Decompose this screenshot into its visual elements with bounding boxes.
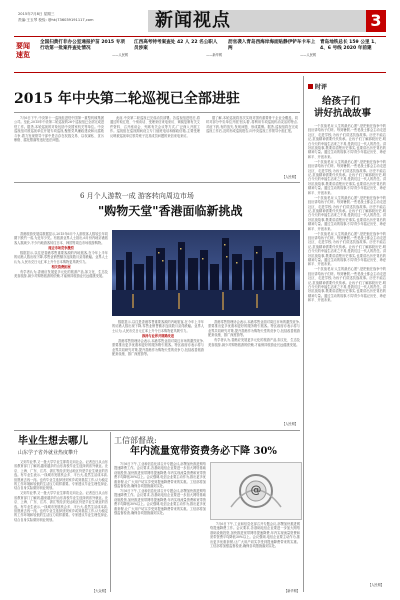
column-divider — [110, 432, 111, 592]
sidebar-paragraph: 一个抗战老兵'人生的最后心愿'',是把他在战争中的经历讲给孩子们听。每到暑假,一些老战士都会主动走进社区、走进学校,为孩子们讲述抗战故事。历史不能忘记,抗战精神需要代代传承。让孩子们了解那段历史,明白今天的幸福生活来之不易,是我们这一代人的责任。讲好抗战故事,既要讲清楚历史事实,也要讲出历史背后的精神力量。通过生动的故事,引导青少年铭记历史、珍爱和平、开创未来。 — [308, 267, 386, 303]
brief-item-source: ——新华网 — [206, 53, 222, 58]
illustration-badge: @ — [250, 483, 262, 496]
sidebar-divider — [303, 76, 304, 592]
top-rule — [14, 36, 386, 37]
finance-paragraph: 7月6日下午,工业和信息化部召开专题会议,部署加快推进网络提速降费工作。会议要求,各基础电信企业要进一步加大网络基础设施投资,加快推进宽带网络提速降费,年内实现流量资费和宽带资费平均降低30%以上。会议强调,电信企业要主动作为,推出更多优惠套餐,让广大用户切实享受到提速降费带来的实惠。工信部将加强监督检查,确保各项措施落到实处。 — [210, 522, 300, 549]
brief-label-top: 要闻 — [16, 42, 30, 50]
section-rule — [14, 430, 300, 431]
finance-source: 【新华网】 — [284, 589, 300, 593]
finance-col-left — [114, 462, 206, 588]
page-title: 新闻视点 — [155, 10, 231, 31]
brief-item-title: 沥官袭入青岛西海岸海面贴静伊铲车卡车上两 — [228, 40, 316, 52]
sidebar-headline — [314, 96, 384, 120]
grad-subhead: 山东学子省外就业热度攀升 — [18, 450, 79, 456]
hk-col-left — [14, 232, 108, 428]
brief-bottom-rule — [14, 72, 386, 73]
main-headline: 2015 年中央第二轮巡视已全部进驻 — [14, 91, 240, 107]
date-line: 2015年7月8日 星期三 — [18, 12, 55, 16]
brief-item[interactable] — [228, 40, 316, 57]
finance-paragraph: 7月6日下午,工业和信息化部召开专题会议,部署加快推进网络提速降费工作。会议要求,各基础电信企业要进一步加大网络基础设施投资,加快推进宽带网络提速降费,年内实现流量资费和宽带资费平均降低30%以上。会议强调,电信企业要主动作为,推出更多优惠套餐,让广大用户切实享受到提速降费带来的实惠。工信部将加强监督检查,确保各项措施落到实处。 — [114, 489, 206, 516]
section-rule — [14, 182, 300, 183]
finance-col-right — [210, 522, 300, 588]
main-paragraph: 7月6日下午,中央第十一巡视组进驻中国第一重型机械集团公司。至此,2015年中央第二轮巡视的26个巡视组已全部完成进驻工作。据悉,本轮巡视的对象包括中央国家机关等单位。中央巡视组对被巡视单位开展专项巡视,聚焦党风廉政建设和反腐败斗争,着力发现领导干部中是否存在权钱交易、以权谋私、贪污贿赂、腐化堕落等违纪违法问题。 — [14, 116, 104, 143]
brief-item[interactable] — [40, 40, 128, 57]
skyline-image — [112, 230, 300, 316]
grad-source: 【大众网】 — [92, 589, 108, 593]
grad-paragraph: 又到毕业季,又一批大学毕业生即将走向社会。记者近日从山东省教育部门了解到,越来越多的山东高校毕业生选择到省外就业。北京、上海、广东、江苏、浙江等经济发达地区仍是毕业生就业的首选。有毕业生表示,一线城市发展机会多、平台大,虽然生活成本高,但愿意去闯一闯。也有毕业生选择回到家乡或到基层工作,认为稳定的工作环境和较低的生活压力同样重要。专家建议毕业生理性择业,结合自身实际做好职业规划。 — [14, 491, 108, 522]
sidebar-label — [308, 84, 327, 92]
hk-col-right — [208, 320, 300, 420]
masthead — [0, 0, 400, 36]
grad-paragraph: 又到毕业季,又一批大学毕业生即将走向社会。记者近日从山东省教育部门了解到,越来越多的山东高校毕业生选择到省外就业。北京、上海、广东、江苏、浙江等经济发达地区仍是毕业生就业的首选。有毕业生表示,一线城市发展机会多、平台大,虽然生活成本高,但愿意去闯一闯。也有毕业生选择回到家乡或到基层工作,认为稳定的工作环境和较低的生活压力同样重要。专家建议毕业生理性择业,结合自身实际做好职业规划。 — [14, 460, 108, 491]
brief-item[interactable] — [134, 40, 222, 57]
brief-item[interactable] — [320, 40, 386, 52]
hk-subhead: 推持与业界共谋路改进 — [142, 333, 174, 338]
brief-bar — [14, 38, 386, 66]
sidebar-headline-line2: 讲好抗战故事 — [314, 108, 372, 119]
main-paragraph: 据了解,本轮巡视将首次实现对国有重要骨干企业全覆盖。同时对部分中央单位开展'回头看',将利用专项巡视机动灵活的特点,对症下药,有的放矢,发现问题、形成震慑。据悉,巡视组将在完成巡视工作后,及时形成巡视报告,向中央巡视工作领导小组汇报。 — [206, 116, 298, 134]
sidebar-commentary — [306, 76, 386, 592]
brief-item-title: 江西高考特考案查处 42 人 22 名公职人员涉案 — [134, 40, 218, 52]
hk-subhead: 相关消费拓展 — [51, 264, 71, 269]
page-number: 3 — [366, 10, 386, 32]
sidebar-paragraph: 一个抗战老兵'人生的最后心愿'',是把他在战争中的经历讲给孩子们听。每到暑假,一些老战士都会主动走进社区、走进学校,为孩子们讲述抗战故事。历史不能忘记,抗战精神需要代代传承。让孩子们了解那段历史,明白今天的幸福生活来之不易,是我们这一代人的责任。讲好抗战故事,既要讲清楚历史事实,也要讲出历史背后的精神力量。通过生动的故事,引导青少年铭记历史、珍爱和平、开创未来。 — [308, 124, 386, 159]
finance-kicker: 工信部督战: — [114, 436, 157, 445]
grad-headline: 毕业生想去哪儿 — [18, 436, 88, 447]
sidebar-label-marker — [308, 84, 313, 89]
main-source: 【人民网】 — [282, 175, 298, 179]
finance-paragraph: 7月6日下午,工业和信息化部召开专题会议,部署加快推进网络提速降费工作。会议要求,各基础电信企业要进一步加大网络基础设施投资,加快推进宽带网络提速降费,年内实现流量资费和宽带资费平均降低30%以上。会议强调,电信企业要主动作为,推出更多优惠套餐,让广大用户切实享受到提速降费带来的实惠。工信部将加强监督检查,确保各项措施落到实处。 — [114, 462, 206, 489]
grad-body — [14, 460, 108, 586]
finance-illustration — [210, 462, 302, 520]
hk-source: 【人民网】 — [282, 422, 298, 426]
sidebar-paragraph: 一个抗战老兵'人生的最后心愿'',是把他在战争中的经历讲给孩子们听。每到暑假,一些老战士都会主动走进社区、走进学校,为孩子们讲述抗战故事。历史不能忘记,抗战精神需要代代传承。让孩子们了解那段历史,明白今天的幸福生活来之不易,是我们这一代人的责任。讲好抗战故事,既要讲清楚历史事实,也要讲出历史背后的精神力量。通过生动的故事,引导青少年铭记历史、珍爱和平、开创未来。 — [308, 195, 386, 231]
editor-contact: @hk(736039191117,com — [47, 18, 94, 22]
hk-skyline-photo — [112, 230, 300, 316]
hk-paragraph: 香港旅游发展局数据显示,2015年6月个人游旅客人数较去年同期下跌约一成,为近年少见。有旅游业界人士指出,6月份内地访港旅客人数减少,不少内地游客转往日本、韩国等周边市场旅游购物。 — [14, 232, 108, 245]
sidebar-body — [308, 124, 386, 580]
hk-paragraph: 香港零售管理协会表示,本港零售业面对周边市场的激烈竞争,需要推出更多优惠和更好的服务吸引旅客。特区政府亦表示将与业界共同研究对策,提升香港作为购物天堂的竞争力,包括改善旅游配套设施、推广深度游等。 — [112, 338, 204, 357]
hk-kicker: 6 月个人游数一成 游客转向周边市场 — [80, 192, 194, 200]
finance-headline: 年内流量宽带资费务必下降 30% — [130, 446, 277, 457]
sidebar-headline-line1: 给孩子们 — [322, 96, 361, 107]
editor-line — [18, 18, 94, 23]
sidebar-paragraph: 一个抗战老兵'人生的最后心愿'',是把他在战争中的经历讲给孩子们听。每到暑假,一些老战士都会主动走进社区、走进学校,为孩子们讲述抗战故事。历史不能忘记,抗战精神需要代代传承。让孩子们了解那段历史,明白今天的幸福生活来之不易,是我们这一代人的责任。讲好抗战故事,既要讲清楚历史事实,也要讲出历史背后的精神力量。通过生动的故事,引导青少年铭记历史、珍爱和平、开创未来。 — [308, 159, 386, 195]
sidebar-source: 【人民网】 — [368, 583, 384, 587]
brief-item-source: ——人民网 — [112, 53, 128, 58]
main-headline-rule — [14, 112, 300, 113]
sidebar-paragraph: 一个抗战老兵'人生的最后心愿'',是把他在战争中的经历讲给孩子们听。每到暑假,一些老战士都会主动走进社区、走进学校,为孩子们讲述抗战故事。历史不能忘记,抗战精神需要代代传承。让孩子们了解那段历史,明白今天的幸福生活来之不易,是我们这一代人的责任。讲好抗战故事,既要讲清楚历史事实,也要讲出历史背后的精神力量。通过生动的故事,引导青少年铭记历史、珍爱和平、开创未来。 — [308, 231, 386, 267]
brief-label — [16, 42, 36, 60]
hk-paragraph: 香港零售管理协会表示,本港零售业面对周边市场的激烈竞争,需要推出更多优惠和更好的服务吸引旅客。特区政府亦表示将与业界共同研究对策,提升香港作为购物天堂的竞争力,包括改善旅游配套设施、推广深度游等。 — [208, 320, 300, 338]
main-paragraph: 此前,中央第二轮巡视已完成动员部署。各巡视组进驻后,将通过听取汇报、个别谈话、受理来信来电来访、调阅复制有关文件资料、召开座谈会、列席有关会议等方式,广泛深入开展工作。巡视组在巡视期间设立专门值班电话和邮政信箱,主要受理反映被巡视单位领导班子及其成员问题的来信来电来访。 — [110, 116, 200, 138]
hk-col-mid — [112, 320, 204, 428]
sidebar-label-text: 时评 — [315, 84, 328, 91]
main-col — [14, 116, 104, 174]
main-col — [110, 116, 200, 174]
editor-name: 责编:王玉琴 校验: — [18, 18, 47, 22]
hk-headline: "购物天堂"香港面临新挑战 — [98, 204, 243, 218]
brief-item-title: 全国扫黄打非办公室通报护苗 2015 专项行动第一批案件查处情况 — [40, 40, 125, 52]
hk-paragraph: 有学者认为,香港应发展更多元化的旅游产品,如文化、生态及美食旅游,减少对购物旅游的依赖,才能保持旅游业长远健康发展。 — [14, 269, 108, 279]
brief-item-title: 青岛地铁总长 159 公里 1、4、6 号线 2020 年前建 — [320, 40, 379, 52]
main-col — [206, 116, 298, 174]
hk-subhead: 周边市场竞争激烈 — [48, 245, 74, 250]
brief-label-bottom: 速览 — [16, 51, 30, 59]
hk-paragraph: 数据显示,以往是香港零售重要客源的内地旅客,在今年上半年的访港人数出现下降,零售业销售额亦连续数月录得跌幅。业界人士认为,人民币兑日元汇率上升令日本购物更具吸引力。 — [112, 320, 204, 333]
hk-paragraph: 数据显示,以往是香港零售重要客源的内地旅客,在今年上半年的访港人数出现下降,零售业销售额亦连续数月录得跌幅。业界人士认为,人民币兑日元汇率上升令日本购物更具吸引力。 — [14, 250, 108, 264]
hk-paragraph: 有学者认为,香港应发展更多元化的旅游产品,如文化、生态及美食旅游,减少对购物旅游的依赖,才能保持旅游业长远健康发展。 — [208, 338, 300, 347]
brief-item-source: ——人民网 — [300, 53, 316, 58]
